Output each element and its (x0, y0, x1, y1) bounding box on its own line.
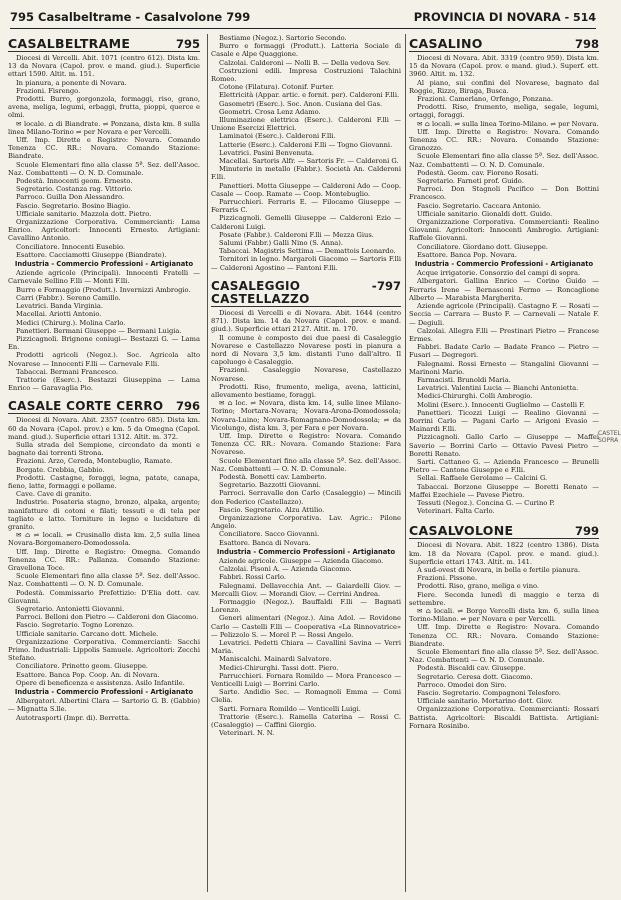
entry-line: Sulla strada del Sempione, circondato da monti e bagnato dai torrenti Strona. (8, 440, 200, 458)
trade-line: Tessuti (Negoz.). Concina G. — Curino P. (417, 498, 555, 507)
trade-line: Pizzicagnoli. Gemelli Giuseppe — Calderoni Ezio — Calderoni Luigi. (211, 214, 401, 231)
entry-line: Podestà. Innocenti geom. Ernesto. (16, 177, 133, 186)
trade-line: Fabbri. Rossi Carlo. (219, 573, 286, 582)
section-heading: Industria - Commercio Professioni - Artigianato (14, 688, 194, 697)
trade-line: Levatrici. Pasini Benvenuta. (219, 148, 314, 157)
entry-line: Opere di beneficenza e assistenza. Asilo Infantile. (16, 678, 185, 687)
trade-line: Macellai. Ariotti Antonio. (16, 310, 102, 319)
entry-line: Uff. Imp. Dirette e Registro: Novara. Comando Tenenza CC. RR.: Novara. Comando Stazione: Granozzo. (409, 127, 599, 153)
trade-line: Veterinari. N. N. (219, 729, 275, 738)
page-header (10, 6, 596, 29)
trade-line: Bestiame (Negoz.). Sartorio Secondo. (219, 34, 347, 42)
entry-title: CASALE CORTE CERRO (8, 399, 164, 414)
entry-title: CASALEGGIO - CASTELLAZZO (211, 278, 377, 306)
entry-line: Fascio. Segretario. Alzu Attilio. (219, 505, 325, 514)
trade-line: Parrucchieri. Ferraris E. — Filocamo Giuseppe — Ferraris C. (211, 198, 401, 215)
trade-line: Fabbri. Badate Carlo — Badate Franco — Pietro — Fusari — Degregori. (409, 343, 599, 360)
column-3 (405, 34, 599, 892)
trade-line: Falegnami. Dellavecchia Ant. — Gaiardelli Giov. — Mercalli Giov. — Morandi Giov. — Cerrini Andrea. (211, 581, 401, 598)
entry-line: Fascio. Segretario. Compagnoni Telesforo. (417, 689, 561, 698)
trade-line: Laminatoi (Eserc.). Calderoni F.lli. (219, 132, 336, 141)
entry-line: ✉ locale. ⌂ di Biandrate. ⇌ Ponzana, dista km. 8 sulla linea Milano-Torino ⇌ per Novara e per Vercelli. (8, 119, 200, 136)
entry-line: Prodotti. Burro, gorgonzola, formaggi, riso, grano, avena, meliga, legumi, erbaggi, frutta, pioppi, querce e olmi. (8, 95, 200, 120)
entry-line: Frazioni. Fisrengo. (16, 86, 81, 95)
entry-line: Diocesi di Novara. Abit. 1822 (centro 1386). Dista km. 18 da Novara (Capol. prov. e mand. giud.). Superficie ettari 1743. Altit. m. 141. (409, 541, 599, 566)
entry-line: ✉ ⌂ ⇌ locali. ⇌ Crusinallo dista km. 2,5 sulla linea Novara-Borgomanero-Domodossola. (8, 531, 200, 548)
trade-line: Aziende agricole (Principali). Innocenti Fratelli — Carnevale Sellino F.lli — Monti F.lli. (8, 269, 200, 286)
column-1 (8, 34, 200, 892)
trade-line: Albergatori. Gallina Enrico — Corino Guido — Ferraris Irene — Bernasconi Fermo — Roncaglione Alberto — Marabista Margherita. (409, 277, 599, 302)
entry-line: Prodotti. Riso, frumento, meliga, segale, legumi, ortaggi, foraggi. (409, 103, 599, 120)
entry-line: Segretario. Farneti prof. Guido. (417, 177, 524, 186)
entry-line: Organizzazione Corporativa. Commercianti: Sacchi Primo. Industriali: Lippolis Samuele. Agricoltori: Zecchi Stefano. (8, 637, 200, 663)
entry-line: Conciliatore. Sacco Giovanni. (219, 530, 320, 539)
entry-line: Organizzazione Corporativa. Commercianti: Realino Giovanni. Agricoltori: Innocenti Ambrogio. Artigiani: Raffele Giovanni. (409, 218, 599, 243)
entry-heading (409, 523, 599, 539)
entry-line: Diocesi di Novara. Abit. 3319 (centro 959). Dista km. 15 da Novara (Capol. prov. e mand. giud.). Superf. ett. 3960. Altit. m. 132. (409, 54, 599, 79)
trade-line: Pizzicagnoli. Brignone coniugi— Bestazzi G. — Lama En. (8, 334, 200, 352)
entry-line: Al piano, sui confini del Novarese, bagnato dal Roggie, Rizzo, Biraga, Busca. (409, 78, 599, 95)
entry-line: Esattore. Banca Pop. Coop. An. di Novara. (16, 670, 160, 679)
entry-line: Diocesi di Vercelli e di Novara. Abit. 1644 (centro 871). Dista km. 14 da Novara (Capol. prov. e mand. giud.). Superficie ettari 2127. Altit. m. 170. (211, 308, 401, 334)
entry-line: Uff. Imp. Dirette e Registro: Novara. Comando Tenenza CC. RR.: Novara. Comando Stazione: Biandrate. (8, 136, 200, 161)
trade-line: Burro e formaggi (Produtt.). Latteria Sociale di Casale e Alpe Quaggione. (211, 42, 401, 59)
entry-title: CASALBELTRAME (8, 36, 131, 51)
trade-line: Falegnami. Rossi Ernesto — Stangalini Giovanni — Marinoni Mario. (409, 359, 599, 376)
trade-line: Levatrici. Valentini Lucia — Bianchi Antonietta. (417, 384, 579, 393)
header-left: 795 Casalbeltrame - Casalvolone 799 (10, 10, 251, 24)
trade-line: Trattorie (Eserc.). Ramella Caterina — Rossi C. (Casaleggio) — Caffini Giorgio. (211, 712, 401, 730)
entry-line: Ufficiale sanitario. Mazzola dott. Pietro. (16, 209, 152, 218)
entry-line: Podestà. Geom. cav. Fioreno Rosati. (417, 168, 539, 177)
trade-line: Sarti. Cattaneo G. — Azienda Francesco — Brunelli Pietro — Cantone Giuseppe e F.lli. (409, 457, 599, 475)
trade-line: Calzolai. Pisoni A. — Azienda Giacomo. (219, 565, 352, 574)
entry-line: Organizzazione Corporativa. Commercianti: Lama Enrico. Agricoltori: Innocenti Ernesto. Artigiani: Cavallino Antonio. (8, 218, 200, 243)
trade-line: Panettieri. Bermani Giuseppe — Bermani Luigia. (16, 326, 182, 335)
trade-line: Molini (Eserc.). Innocenti Guglielmo — Castelli F. (417, 400, 585, 409)
entry-line: Diocesi di Vercelli. Abit. 1071 (centro 612). Dista km. 13 da Novara (Capol. prov. e mand. giud.). Superficie ettari 1590. Altit. m. 151. (8, 54, 200, 79)
entry-title: CASALVOLONE (409, 523, 514, 539)
trade-line: Maniscalchi. Mainardi Salvatore. (219, 655, 332, 664)
header-right (414, 10, 596, 24)
trade-line: Elettricità (Appar. artic. e fornit. per). Calderoni F.lli. (219, 91, 400, 100)
entry-line: Conciliatore. Innocenti Eusebio. (16, 242, 125, 251)
header-province: PROVINCIA DI NOVARA (413, 10, 561, 24)
trade-line: Levatrici. Pedetti Chiara — Cavallini Savina — Verri Maria. (211, 639, 401, 656)
entry-line: Prodotti. Riso, grano, meliga e vino. (417, 582, 540, 591)
trade-line: Albergatori. Albertini Clara — Sartorio G. B. (Gabbio) — Mignatta S.lle. (8, 697, 200, 714)
entry-line: Organizzazione Corporativa. Lav. Agric.: Pilone Angelo. (211, 513, 401, 531)
entry-line: Scuole Elementari fino alla classe 5ª. Sez. dell'Assoc. Naz. Combattenti — O. N. D. Comunale. (409, 648, 599, 665)
trade-line: Panettieri. Ticozzi Luigi — Realino Giovanni — Borrini Carlo — Pagani Carlo — Arigoni Evasio — Mainardi F.lli. (409, 408, 599, 434)
entry-line: Parroci. Belloni don Pietro — Calderoni don Giacomo. (16, 613, 199, 622)
entry-line: Scuole Elementari fino alla classe 5ª. Sez. dell'Assoc. Naz. Combattenti — O. N. D. Comunale. (8, 572, 200, 589)
entry-line: Parroci. Serravalle don Carlo (Casaleggio) — Mincili don Federico (Castellazzo). (211, 489, 401, 506)
entry-line: Segretario. Bazzotti Giovanni. (219, 481, 321, 490)
trade-line: Sarti. Fornara Romildo — Venticelli Luigi. (219, 704, 361, 713)
trade-line: Pizzicagnoli. Gallo Carlo — Giuseppe — Maffei Saverio — Borrini Carlo — Ottavio Pavesi Pietro — Boretti Renato. (409, 433, 599, 458)
trade-line: Sarte. Andidio Sec. — Romagnoli Emma — Comi Clelia. (211, 688, 401, 705)
trade-line: Tabaccai. Bermani Francesco. (16, 367, 119, 376)
trade-line: Acque irrigatorie. Consorzio del campi di sopra. (417, 269, 581, 278)
trade-line: Medici-Chirurghi. Colli Ambrogio. (417, 392, 533, 401)
entry-line: Fiere. Seconda lunedì di maggio e terza di settembre. (409, 590, 599, 607)
trade-line: Carri (Fabbr.). Sereno Camillo. (16, 293, 121, 302)
trade-line: Panettieri. Motta Giuseppe — Calderoni Ado — Coop. Casale — Coop. Ramate — Coop. Montebuglio. (211, 181, 401, 198)
trade-line: Burro e Formaggio (Produtt.). Invernizzi Ambrogio. (16, 285, 191, 294)
entry-line: Il comune è composto dei due paesi di Casaleggio Novarese e Castellazzo Novarese posti in pianura a nord di Novara 3,5 km. distanti l'uno dall'altro. Il capoluogo è Casaleggio. (211, 333, 401, 367)
trade-line: Salumi (Fabbr.) Galli Nino (S. Anna). (219, 239, 343, 248)
entry-line: Parroco. Omodei don Siro. (417, 680, 507, 689)
entry-line: Prodotti. Castagne, foraggi, legna, patate, canapa, fieno, latte, formaggi e pollame. (8, 473, 200, 490)
entry-line: Parroci. Don Stagnoli Pacifico — Don Bottini Francesco. (409, 185, 599, 202)
entry-line: Esattore. Banca Pop. Novara. (417, 250, 517, 259)
trade-line: Farmacisti. Brunoldi Maria. (417, 375, 511, 384)
entry-line: In pianura, a ponente di Novara. (16, 78, 127, 87)
trade-line: Tornitori in legno. Margaroli Giacomo — Sartoris F.lli — Calderoni Agostino — Fantoni F.lli. (211, 255, 401, 272)
entry-line: ✉ ⌂ locali. ⇌ sulla linea Torino-Milano. ⇌ per Novara. (417, 119, 599, 128)
entry-line: Industrie. Posateria stagno, bronzo, alpaka, argento; manifatture di cotoni e filati; tessuti e di tela per tagliato e latto. Torniture in legno e lucidature di granito. (8, 498, 200, 531)
entry-line: Fascio. Segretario. Togno Lorenzo. (16, 621, 134, 630)
trade-line: Cotone (Filatura). Cotonif. Furter. (219, 83, 334, 92)
entry-line: Podestà. Commissario Prefettizio: D'Elia dott. cav. Giovanni. (8, 588, 200, 605)
section-heading: Industria - Commercio Professioni - Artigianato (14, 260, 194, 269)
entry-line: Scuole Elementari fino alla classe 5ª. Sez. dell'Assoc. Naz. Combattenti — O. N. D. Comunale. (8, 160, 200, 177)
entry-line: Segretario. Antonietti Giovanni. (16, 605, 125, 613)
entry-number: 796 (175, 399, 200, 414)
trade-line: Generi alimentari (Negoz.). Aina Adol. — Rovidone Carlo — Castelli F.lli — Cooperativa «La Rinnovatrice» — Pelizzolo S. — Morel P. — Rossi Angelo. (211, 614, 401, 639)
trade-line: Latterie (Eserc.). Calderoni F.lli — Togno Giovanni. (219, 140, 393, 149)
trade-line: Veterinari. Falta Carlo. (417, 507, 495, 516)
entry-line: Organizzazione Corporativa. Commercianti: Rossari Battista. Agricoltori: Biscaldi Battista. Artigiani: Fornara Rosinibo. (409, 705, 599, 730)
entry-line: Parroco. Guilla Don Alessandro. (16, 193, 125, 202)
entry-line: Esattore. Banca di Novara. (219, 538, 311, 547)
trade-line: Illuminazione elettrica (Eserc.). Calderoni F.lli — Unione Esercizi Elettrici. (211, 116, 401, 133)
trade-line: Trattorie (Eserc.). Bestazzi Giuseppina — Lama Enrico — Garavaglia Pio. (8, 375, 200, 393)
entry-number: 798 (574, 37, 599, 51)
entry-number: 799 (574, 524, 599, 539)
entry-line: Frazioni. Pissone. (417, 574, 478, 583)
entry-line: ✉ ⌂ loc. ⇌ Novara, dista km. 14, sulle linee Milano-Torino; Mortara-Novara; Novara-Arona-Domodossola; Novara-Luino; Novara-Romagnano-Domodossola; ⇌ da Vicolungo, dista km. 3, per Fara e per Novara. (211, 399, 401, 432)
trade-line: Tabaccai. Borzone Giuseppe — Boretti Renato — Maffei Ezechiele — Pavese Pietro. (409, 482, 599, 499)
trade-line: Tabaccai. Magistris Settima — Demattois Leonardo. (219, 247, 396, 256)
entry-heading (211, 280, 401, 307)
trade-line: Gasometri (Eserc.). Soc. Anon. Cusiana del Gas. (219, 99, 383, 108)
entry-title: CASALINO (409, 36, 483, 51)
entry-line: A sud-ovest di Novara, in bella e fertile pianura. (417, 565, 581, 574)
entry-line: Podestà. Biscaldi cav. Giuseppe. (417, 664, 526, 673)
entry-number: 795 (175, 37, 200, 51)
trade-line: Macellai. Sartoris Alfr. — Sartoris Fr. — Calderoni G. (219, 157, 399, 166)
section-heading: Industria - Commercio Professioni - Artigianato (216, 547, 396, 556)
entry-heading (8, 36, 200, 52)
entry-heading (409, 36, 599, 52)
trade-line: Calzolai. Calderoni — Nolli B. — Della vedova Sev. (219, 58, 391, 67)
entry-line: Borgate. Crebbia, Gabbio. (16, 465, 105, 474)
entry-line: Ufficiale sanitario. Carcano dott. Michele. (16, 629, 159, 638)
entry-heading (8, 400, 200, 414)
column-2 (207, 34, 401, 892)
entry-line: Frazioni. Arzo, Cereda, Montebuglio, Ramate. (16, 457, 173, 466)
trade-line: Geometri. Crosa Lenz Adamo. (219, 107, 321, 116)
entry-line: Esattore. Cacciamotti Giuseppe (Biandrate). (16, 250, 167, 259)
trade-line: Autotrasporti (Impr. di). Berretta. (16, 713, 131, 722)
entry-line: Ufficiale sanitario. Mortarino dott. Giov. (417, 697, 553, 706)
entry-line: Ufficiale sanitario. Gionaldi dott. Guido. (417, 209, 553, 218)
entry-line: Diocesi di Novara. Abit. 2357 (centro 685). Dista km. 60 da Novara (Capol. prov.) e km. 5 da Omegna (Capol. mand. giud.). Superficie ettari 1312. Altit. m. 372. (8, 416, 200, 441)
entry-line: Frazioni. Casaleggio Novarese, Castellazzo Novarese. (211, 366, 401, 383)
trade-line: Prodotti agricoli (Negoz.). Soc. Agricola alto Novarese — Innocenti F.lli — Carnevale F.lli. (8, 351, 200, 368)
entry-line: Segretario. Costanza rag. Vittorio. (16, 185, 133, 194)
entry-line: Prodotti. Riso, frumento, meliga, avena, latticini, allevamento bestiame, foraggi. (211, 382, 401, 399)
trade-line: Aziende agricole. Giuseppe — Azienda Giacomo. (219, 556, 384, 565)
entry-line: Scuole Elementari fino alla classe 5ª. Sez. dell'Assoc. Naz. Combattenti — O. N. D. Comunale. (409, 152, 599, 169)
trade-line: Minuterie in metallo (Fabbr.). Società An. Calderoni F.lli. (211, 165, 401, 182)
entry-line: Scuole Elementari fino alla classe 5ª. Sez. dell'Assoc. Naz. Combattenti — O. N. D. Comunale. (211, 456, 401, 473)
entry-line: Podestà. Bonetti cav. Lamberto. (219, 472, 327, 481)
trade-line: Medici-Chirurghi. Tassi dott. Piero. (219, 663, 339, 672)
entry-line: ✉ ⌂ locali. ⇌ Borgo Vercelli dista km. 6, sulla linea Torino-Milano. ⇌ per Novara e per Vercelli. (409, 607, 599, 624)
trade-line: Sellai. Raffaele Gerolamo — Calcini G. (417, 474, 548, 483)
entry-line: Cave. Cave di granito. (16, 490, 92, 499)
side-margin-text: CASTEL SOPRA (598, 430, 621, 444)
entry-line: Frazioni. Camerlano, Orfengo, Ponzana. (417, 95, 553, 104)
section-heading: Industria - Commercio Professioni - Artigianato (414, 260, 594, 269)
entry-line: Conciliatore. Giordano dott. Giuseppe. (417, 242, 548, 251)
trade-line: Parrucchieri. Fornara Romildo — Mora Francesco — Venticelli Luigi — Borrini Carlo. (211, 671, 401, 689)
trade-line: Aziende agricole (Principali). Castagno F. — Rosati — Seccia — Carrara — Busto F. — Carnevali — Natale F. — Degiuli. (409, 302, 599, 327)
trade-line: Levatrici. Banda Virginia. (16, 302, 103, 311)
entry-line: Fascio. Segretario. Bosino Biagio. (16, 201, 131, 210)
entry-line: Fascio. Segretario. Caccara Antonio. (417, 201, 542, 210)
entry-line: Uff. Imp. Dirette e Registro: Novara. Comando Tenenza CC. RR.: Novara. Comando Stazione: Biandrate. (409, 623, 599, 648)
trade-line: Posate (Fabbr.). Calderoni F.lli — Mezza Gius. (219, 230, 374, 239)
entry-line: Uff. Imp. Dirette e Registro: Omegna. Comando Tenenza CC. RR.: Pallanza. Comando Stazione: Gravellona Toce. (8, 547, 200, 572)
trade-line: Medici (Chirurg.). Molina Carlo. (16, 318, 126, 327)
page-number: - 514 (564, 11, 596, 24)
entry-line: Segretario. Ceresa dott. Giacomo. (417, 672, 533, 681)
entry-line: Conciliatore. Prinetto geom. Giuseppe. (16, 662, 149, 671)
trade-line: Calzolai. Allegra F.lli — Prestinari Pietro — Francese Ermes. (409, 326, 599, 343)
entry-number: 797 (376, 278, 401, 293)
trade-line: Costruzioni edili. Impresa Costruzioni Talachini Romeo. (211, 66, 401, 84)
trade-line: Formaggio (Negoz.). Bauffaldi F.lli — Bagnati Lorenzo. (211, 598, 401, 615)
entry-line: Uff. Imp. Dirette e Registro: Novara. Comando Tenenza CC. RR.: Novara. Comando Stazione: Fara Novarese. (211, 431, 401, 457)
